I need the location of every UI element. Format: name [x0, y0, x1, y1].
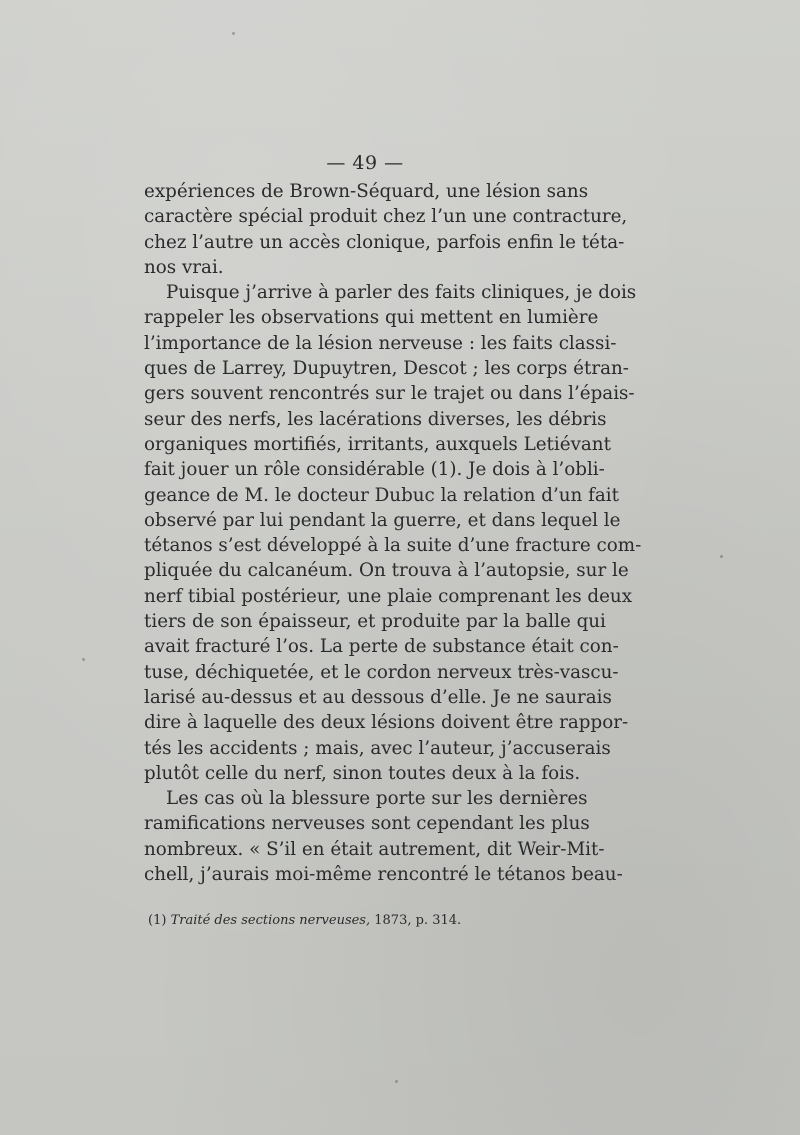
paper-speck	[232, 32, 235, 35]
text-line: nerf tibial postérieur, une plaie comprenant les deux	[144, 585, 633, 607]
text-line: tiers de son épaisseur, et produite par la balle qui	[144, 611, 606, 633]
text-line: nos vrai.	[144, 256, 224, 278]
body-text	[144, 179, 642, 887]
text-line: ques de Larrey, Dupuytren, Descot ; les corps étran-	[144, 358, 629, 380]
text-line: chez l’autre un accès clonique, parfois enfin le téta-	[144, 231, 625, 253]
text-line: rappeler les observations qui mettent en lumière	[144, 307, 599, 329]
text-line: seur des nerfs, les lacérations diverses, les débris	[144, 408, 607, 430]
text-line: expériences de Brown-Séquard, une lésion sans	[144, 181, 589, 202]
text-line: dire à laquelle des deux lésions doivent être rappor-	[144, 712, 629, 734]
text-line: l’importance de la lésion nerveuse : les faits classi-	[144, 332, 617, 354]
text-line: nombreux. « S’il en était autrement, dit Weir-Mit-	[144, 838, 605, 860]
page-number: — 49 —	[326, 152, 404, 174]
text-line: geance de M. le docteur Dubuc la relation d’un fait	[144, 484, 619, 506]
footnote-title: Traité des sections nerveuses,	[170, 913, 371, 928]
text-line: larisé au-dessus et au dessous d’elle. Je ne saurais	[144, 686, 612, 708]
text-line: pliquée du calcanéum. On trouva à l’autopsie, sur le	[144, 560, 629, 582]
text-line: plutôt celle du nerf, sinon toutes deux à la fois.	[144, 762, 581, 784]
paper-speck	[395, 1080, 398, 1083]
text-line: Puisque j’arrive à parler des faits cliniques, je dois	[166, 282, 637, 304]
footnote	[148, 913, 461, 928]
footnote-marker: (1)	[148, 913, 167, 928]
text-line: ramifications nerveuses sont cependant les plus	[144, 813, 590, 835]
text-line: chell, j’aurais moi-même rencontré le tétanos beau-	[144, 864, 623, 886]
paper-speck	[82, 658, 85, 661]
text-line: gers souvent rencontrés sur le trajet ou dans l’épais-	[144, 383, 635, 405]
text-line: tétanos s’est développé à la suite d’une fracture com-	[144, 535, 642, 557]
text-line: Les cas où la blessure porte sur les dernières	[166, 788, 588, 810]
text-line: caractère spécial produit chez l’un une contracture,	[144, 206, 628, 228]
text-line: tés les accidents ; mais, avec l’auteur, j’accuserais	[144, 737, 611, 759]
text-line: avait fracturé l’os. La perte de substance était con-	[144, 636, 619, 658]
footnote-reference: 1873, p. 314.	[374, 913, 462, 928]
text-line: organiques mortifiés, irritants, auxquels Letiévant	[144, 433, 611, 455]
paper-speck	[720, 555, 723, 558]
text-line: tuse, déchiquetée, et le cordon nerveux très-vascu-	[144, 661, 619, 683]
text-line: fait jouer un rôle considérable (1). Je dois à l’obli-	[144, 459, 605, 481]
text-line: observé par lui pendant la guerre, et dans lequel le	[144, 509, 621, 531]
